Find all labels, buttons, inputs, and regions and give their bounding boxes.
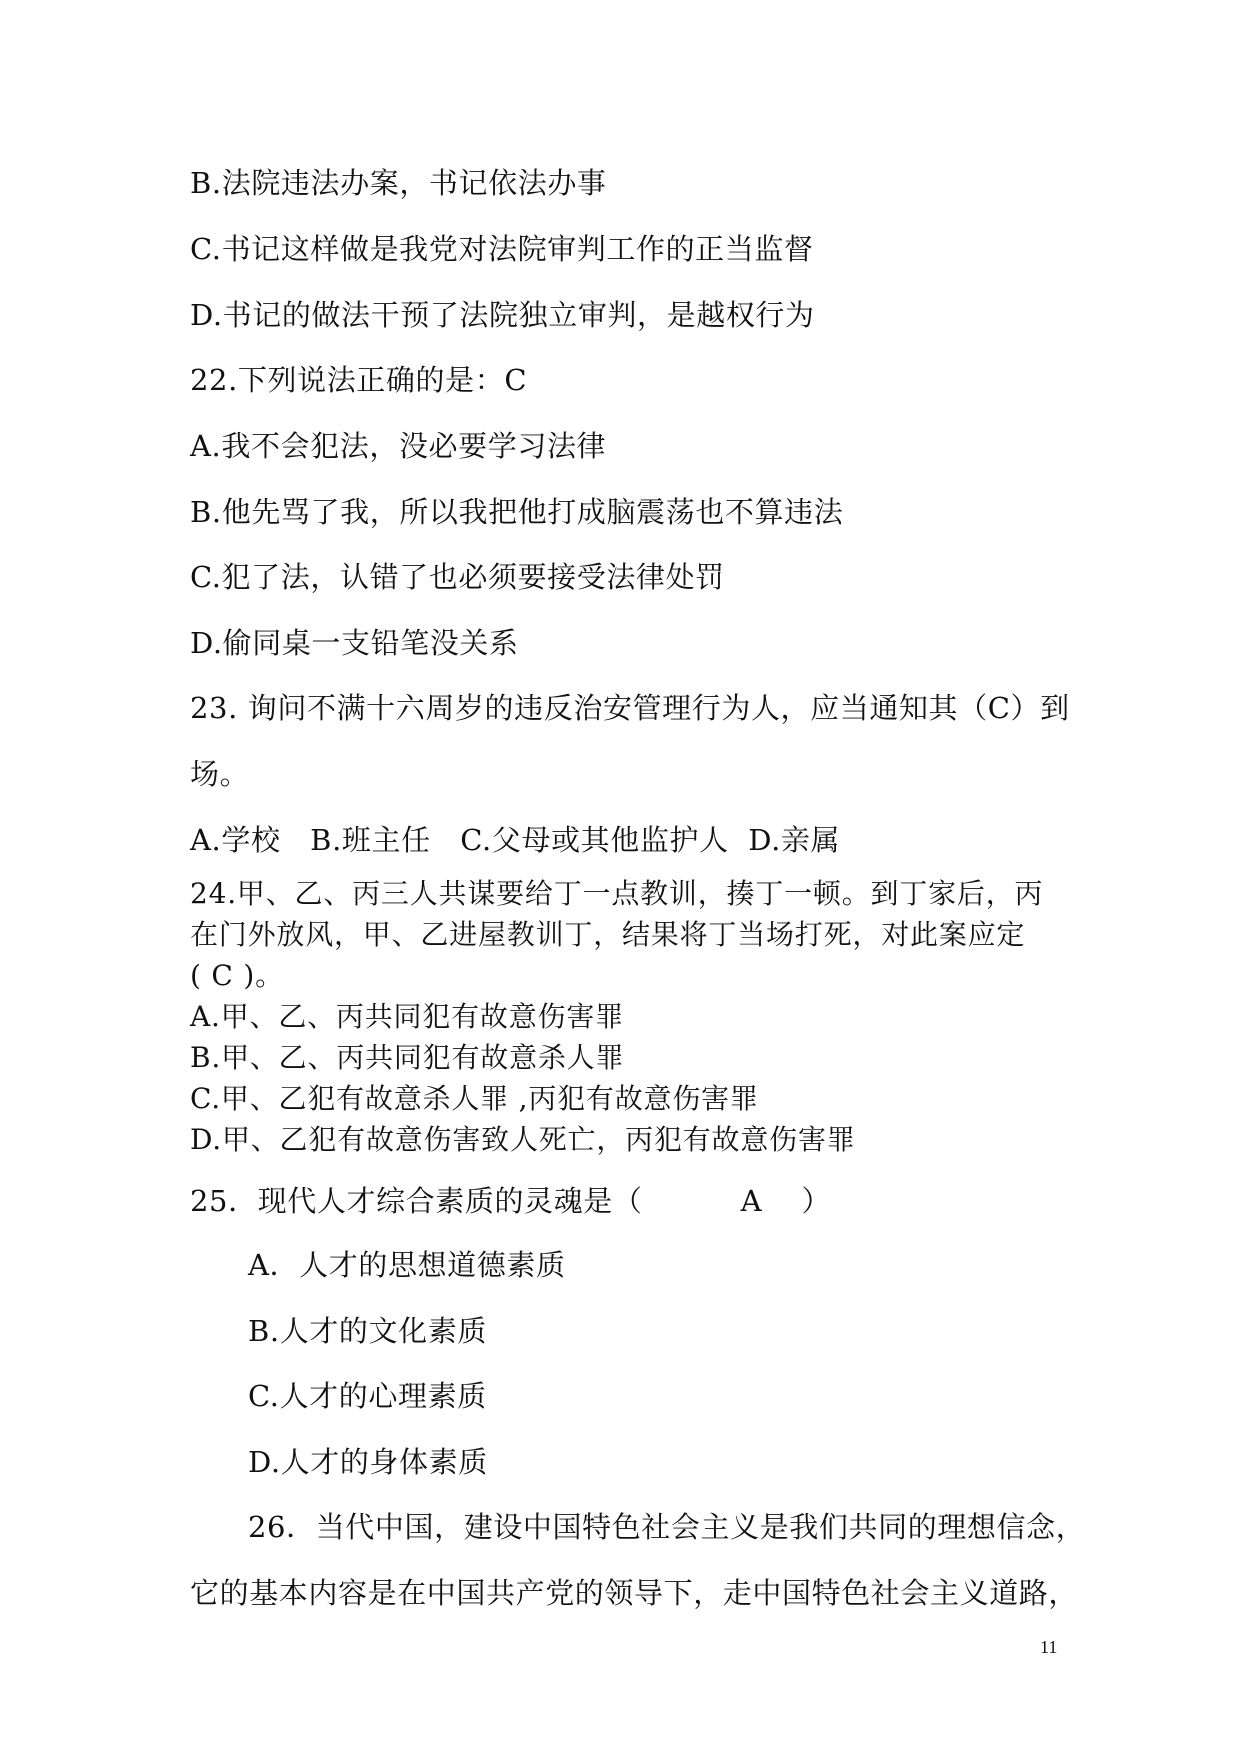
q22-question: 22.下列说法正确的是：C <box>190 363 528 397</box>
q23-question-line-1: 23. 询问不满十六周岁的违反治安管理行为人，应当通知其（C）到 <box>190 691 1070 725</box>
q24-option-c: C.甲、乙犯有故意杀人罪 ,丙犯有故意伤害罪 <box>190 1082 759 1115</box>
q25-question: 25．现代人才综合素质的灵魂是（ A ） <box>190 1184 832 1218</box>
q24-option-a: A.甲、乙、丙共同犯有故意伤害罪 <box>190 1000 624 1033</box>
q25-option-b: B.人才的文化素质 <box>248 1314 487 1348</box>
q21-option-b: B.法院违法办案，书记依法办事 <box>190 166 607 200</box>
q26-line-2: 它的基本内容是在中国共产党的领导下，走中国特色社会主义道路， <box>190 1576 1079 1610</box>
q25-option-d: D.人才的身体素质 <box>248 1445 488 1479</box>
q24-question-line-3: ( C )。 <box>190 959 284 992</box>
q24-question-line-1: 24.甲、乙、丙三人共谋要给丁一点教训，揍丁一顿。到丁家后，丙 <box>190 877 1044 910</box>
q23-options: A.学校 B.班主任 C.父母或其他监护人 D.亲属 <box>190 823 841 857</box>
page-number: 11 <box>1040 1637 1058 1657</box>
q24-question-line-2: 在门外放风，甲、乙进屋教训丁，结果将丁当场打死，对此案应定 <box>190 918 1026 951</box>
q22-option-d: D.偷同桌一支铅笔没关系 <box>190 626 519 660</box>
q26-line-1: 26．当代中国，建设中国特色社会主义是我们共同的理想信念， <box>248 1510 1086 1544</box>
q22-option-c: C.犯了法，认错了也必须要接受法律处罚 <box>190 560 725 594</box>
q24-option-d: D.甲、乙犯有故意伤害致人死亡，丙犯有故意伤害罪 <box>190 1123 856 1156</box>
q25-option-a: A．人才的思想道德素质 <box>248 1248 566 1282</box>
q21-option-c: C.书记这样做是我党对法院审判工作的正当监督 <box>190 232 814 266</box>
q21-option-d: D.书记的做法干预了法院独立审判，是越权行为 <box>190 298 815 332</box>
q24-option-b: B.甲、乙、丙共同犯有故意杀人罪 <box>190 1041 625 1074</box>
q25-option-c: C.人才的心理素质 <box>248 1379 487 1413</box>
q22-option-a: A.我不会犯法，没必要学习法律 <box>190 429 607 463</box>
q23-question-line-2: 场。 <box>190 757 250 791</box>
q22-option-b: B.他先骂了我，所以我把他打成脑震荡也不算违法 <box>190 495 844 529</box>
